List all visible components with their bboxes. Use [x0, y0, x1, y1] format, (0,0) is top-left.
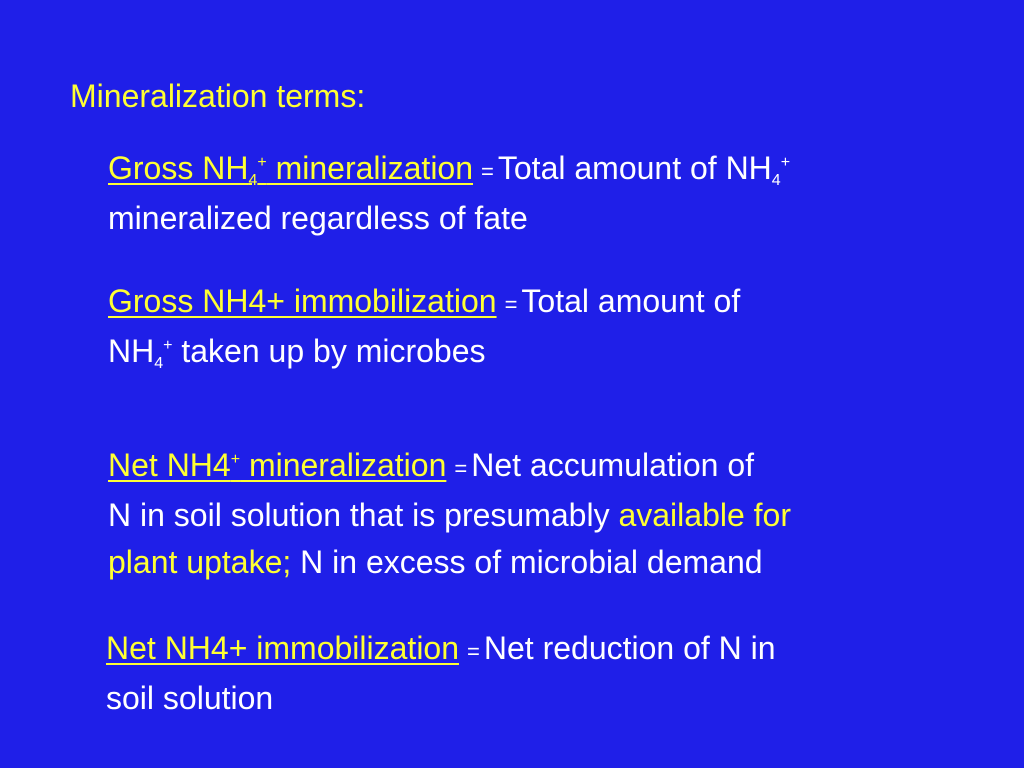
definition-text: NH	[108, 333, 155, 369]
subscript-4: 4	[771, 172, 781, 189]
term-net-mineralization	[108, 447, 446, 483]
definition-line	[108, 492, 791, 539]
equals-sign: =	[481, 159, 494, 184]
highlight-text: plant uptake;	[108, 544, 292, 580]
term-text: mineralization	[266, 150, 474, 186]
subscript-4: 4	[248, 172, 258, 189]
definition-text: taken up by microbes	[172, 333, 486, 369]
definition-text: Net reduction of N in	[483, 630, 776, 666]
slide-heading: Mineralization terms:	[70, 78, 366, 114]
definition-line	[108, 539, 791, 586]
definition-line	[108, 278, 740, 328]
superscript-plus: +	[780, 154, 791, 171]
term-text: Gross NH	[108, 150, 249, 186]
definition-line: mineralized regardless of fate	[108, 200, 528, 236]
definition-text: N in soil solution that is presumably	[108, 497, 619, 533]
term-net-immobilization: Net NH4+ immobilization	[106, 630, 460, 666]
definition-gross-immobilization	[108, 278, 740, 375]
equals-sign: =	[504, 292, 518, 317]
definition-line	[108, 442, 791, 492]
subscript-4: 4	[154, 355, 164, 372]
term-text: mineralization	[240, 447, 447, 483]
equals-sign: =	[467, 639, 480, 664]
definition-net-immobilization	[106, 625, 776, 722]
definition-line	[108, 145, 790, 195]
definition-net-mineralization	[108, 442, 791, 586]
definition-line	[106, 625, 776, 675]
definition-text: N in excess of microbial demand	[291, 544, 763, 580]
definition-text: Total amount of	[521, 283, 741, 319]
superscript-plus: +	[230, 451, 241, 468]
term-gross-mineralization	[108, 150, 474, 189]
term-text: Net NH4	[108, 447, 231, 483]
definition-text: Total amount of NH	[497, 150, 772, 186]
superscript-plus: +	[257, 154, 267, 171]
definition-line: soil solution	[106, 680, 274, 716]
term-gross-immobilization: Gross NH4+ immobilization	[108, 283, 497, 319]
definition-text: Net accumulation of	[471, 447, 755, 483]
superscript-plus: +	[163, 337, 173, 354]
definition-gross-mineralization	[108, 145, 790, 242]
highlight-text: available for	[618, 497, 791, 533]
definition-line	[108, 328, 740, 375]
equals-sign: =	[454, 456, 468, 481]
